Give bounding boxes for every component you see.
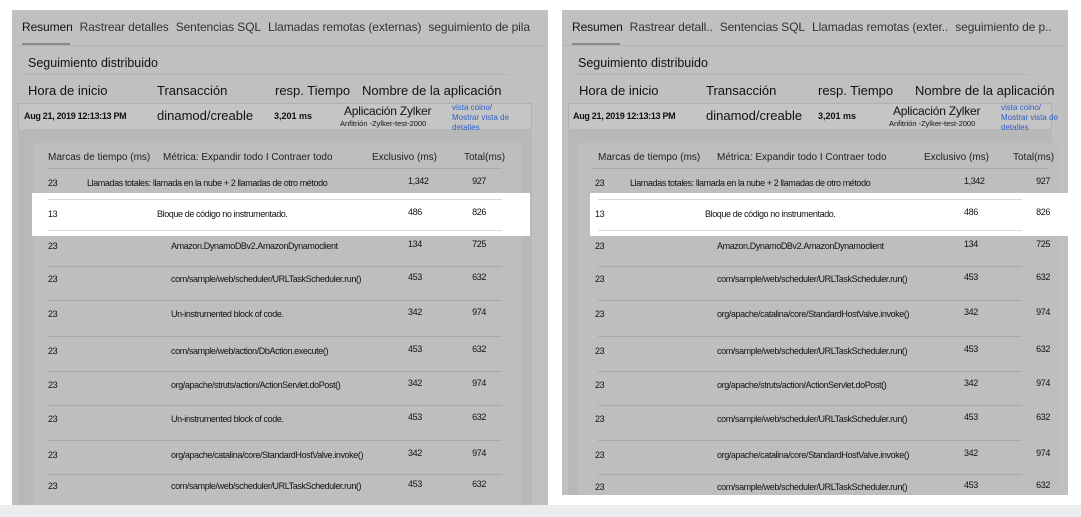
- header-response-time: resp. Tiempo: [818, 83, 894, 98]
- row-divider: [598, 300, 1022, 301]
- tab-sentencias-sql[interactable]: Sentencias SQL: [175, 20, 262, 34]
- metric-row-4-total: 632: [1036, 344, 1050, 354]
- section-divider: [24, 74, 508, 75]
- tab-rastrear-detalles[interactable]: Rastrear detalles: [79, 20, 169, 34]
- metric-row-5-exclusive: 342: [964, 378, 978, 388]
- transaction-name[interactable]: dinamod/creable: [157, 108, 254, 123]
- header-start-time: Hora de inicio: [28, 83, 108, 98]
- summary-row-timestamp: 23: [595, 178, 605, 188]
- table-header-divider: [592, 168, 1048, 169]
- metric-row-2-timestamp: 23: [595, 274, 605, 284]
- row-divider: [598, 474, 1022, 475]
- summary-row-timestamp: 23: [48, 178, 58, 188]
- bottom-strip: [0, 505, 1081, 517]
- row-divider: [48, 474, 502, 475]
- col-total: Total(ms): [1013, 152, 1055, 163]
- highlight-divider-top: [598, 199, 1022, 200]
- metric-row-8-exclusive: 453: [408, 479, 422, 489]
- metric-row-1-total: 725: [472, 239, 486, 249]
- metric-row-1-metric[interactable]: Amazon.DynamoDBv2.AmazonDynamoclient: [171, 241, 338, 251]
- metric-row-4-timestamp: 23: [595, 346, 605, 356]
- summary-row-exclusive: 1,342: [964, 176, 985, 186]
- row-divider: [598, 371, 1022, 372]
- metric-row-1-timestamp: 23: [595, 241, 605, 251]
- header-transaction: Transacción: [706, 83, 777, 98]
- col-exclusive: Exclusivo (ms): [924, 152, 990, 163]
- metric-row-8-timestamp: 23: [595, 482, 605, 492]
- tab-sentencias-sql[interactable]: Sentencias SQL: [719, 20, 806, 34]
- metric-row-4-timestamp: 23: [48, 346, 58, 356]
- metric-row-2-metric[interactable]: com/sample/web/scheduler/URLTaskScheduler.run(): [717, 274, 908, 284]
- transaction-start-time: Aug 21, 2019 12:13:13 PM: [24, 111, 127, 121]
- summary-row-total: 927: [472, 176, 486, 186]
- tab-rastrear-detalles[interactable]: Rastrear detall..: [629, 20, 713, 34]
- metric-row-2-total: 632: [1036, 272, 1050, 282]
- metric-row-1-exclusive: 134: [408, 239, 422, 249]
- metric-row-5-timestamp: 23: [595, 380, 605, 390]
- metric-row-4-total: 632: [472, 344, 486, 354]
- tab-seguimiento-de-pila[interactable]: seguimiento de pila: [428, 20, 530, 34]
- row-divider: [48, 371, 502, 372]
- metric-row-5-total: 974: [472, 378, 486, 388]
- metric-row-8-total: 632: [1036, 480, 1050, 490]
- transaction-start-time: Aug 21, 2019 12:13:13 PM: [573, 111, 676, 121]
- active-tab-indicator: [22, 43, 70, 45]
- metric-row-7-total: 974: [472, 448, 486, 458]
- metric-row-6-timestamp: 23: [595, 414, 605, 424]
- tabs-divider: [12, 45, 548, 46]
- summary-row-metric[interactable]: Llamadas totales: llamada en la nube + 2 llamadas de otro método: [630, 178, 871, 188]
- application-host: Anfitrión -Zylker-test-2000: [340, 119, 427, 128]
- summary-row-exclusive: 1,342: [408, 176, 429, 186]
- row-divider: [48, 405, 502, 406]
- highlight-divider-bottom: [598, 230, 1022, 231]
- col-metric[interactable]: Métrica: Expandir todo I Contraer todo: [717, 152, 887, 163]
- section-divider: [574, 74, 1028, 75]
- highlighted-row-exclusive: 486: [408, 207, 422, 217]
- tab-resumen[interactable]: Resumen: [22, 20, 73, 34]
- table-header-divider: [48, 168, 502, 169]
- header-response-time: resp. Tiempo: [275, 83, 351, 98]
- metric-row-7-exclusive: 342: [964, 448, 978, 458]
- transaction-name[interactable]: dinamod/creable: [706, 108, 803, 123]
- metric-row-7-timestamp: 23: [48, 450, 58, 460]
- metric-row-2-metric[interactable]: com/sample/web/scheduler/URLTaskScheduler.run(): [171, 274, 362, 284]
- trace-panel-left: [12, 10, 548, 505]
- metric-row-1-exclusive: 134: [964, 239, 978, 249]
- metric-row-8-metric[interactable]: com/sample/web/scheduler/URLTaskScheduler.run(): [717, 482, 908, 492]
- metric-row-5-metric[interactable]: org/apache/struts/action/ActionServlet.doPost(): [717, 380, 887, 390]
- view-details-link[interactable]: vista coino/ Mostrar vista de detalles: [452, 103, 509, 132]
- transaction-response-time: 3,201 ms: [818, 111, 857, 121]
- col-metric[interactable]: Métrica: Expandir todo I Contraer todo: [163, 152, 333, 163]
- metric-row-3-exclusive: 342: [964, 307, 978, 317]
- tab-llamadas-remotas[interactable]: Llamadas remotas (exter..: [812, 20, 949, 34]
- row-divider: [598, 440, 1022, 441]
- metric-row-6-timestamp: 23: [48, 414, 58, 424]
- metric-row-7-timestamp: 23: [595, 450, 605, 460]
- metric-row-6-exclusive: 453: [964, 412, 978, 422]
- metric-row-6-total: 632: [472, 412, 486, 422]
- col-exclusive: Exclusivo (ms): [372, 152, 438, 163]
- header-start-time: Hora de inicio: [579, 83, 659, 98]
- metric-row-7-metric[interactable]: org/apache/catalina/core/StandardHostValve.invoke(): [717, 450, 910, 460]
- metric-row-8-metric[interactable]: com/sample/web/scheduler/URLTaskScheduler.run(): [171, 481, 362, 491]
- metric-row-1-metric[interactable]: Amazon.DynamoDBv2.AmazonDynamoclient: [717, 241, 884, 251]
- metric-row-1-timestamp: 23: [48, 241, 58, 251]
- header-transaction: Transacción: [157, 83, 228, 98]
- metric-row-6-exclusive: 453: [408, 412, 422, 422]
- application-name: Aplicación Zylker: [344, 104, 432, 118]
- metric-row-3-total: 974: [472, 307, 486, 317]
- metric-row-5-total: 974: [1036, 378, 1050, 388]
- metric-row-2-exclusive: 453: [964, 272, 978, 282]
- highlight-divider-top: [48, 199, 502, 200]
- metric-row-8-exclusive: 453: [964, 480, 978, 490]
- header-app-name: Nombre de la aplicación: [915, 83, 1055, 98]
- highlighted-row-timestamp: 13: [48, 209, 58, 219]
- metric-row-4-metric[interactable]: com/sample/web/action/DbAction.execute(): [171, 346, 329, 356]
- metric-row-1-total: 725: [1036, 239, 1050, 249]
- metric-row-8-total: 632: [472, 479, 486, 489]
- col-timestamps: Marcas de tiempo (ms): [598, 152, 701, 163]
- summary-row-metric[interactable]: Llamadas totales: llamada en la nube + 2 llamadas de otro método: [87, 178, 328, 188]
- metric-row-3-timestamp: 23: [595, 309, 605, 319]
- trace-panel-right: [562, 10, 1068, 495]
- col-timestamps: Marcas de tiempo (ms): [48, 152, 151, 163]
- metric-row-3-total: 974: [1036, 307, 1050, 317]
- highlighted-row-total: 826: [472, 207, 486, 217]
- section-title: Seguimiento distribuido: [28, 56, 158, 70]
- highlighted-row-exclusive: 486: [964, 207, 978, 217]
- active-tab-indicator: [572, 43, 620, 45]
- metric-row-4-exclusive: 453: [408, 344, 422, 354]
- row-divider: [598, 405, 1022, 406]
- col-total: Total(ms): [464, 152, 506, 163]
- row-divider: [48, 440, 502, 441]
- header-app-name: Nombre de la aplicación: [362, 83, 502, 98]
- row-divider: [48, 300, 502, 301]
- view-details-link[interactable]: vista coino/ Mostrar vista de detalles: [1001, 103, 1058, 132]
- metric-row-3-metric[interactable]: org/apache/catalina/core/StandardHostValve.invoke(): [717, 309, 910, 319]
- tab-bar: [572, 20, 1068, 34]
- highlighted-row-total: 826: [1036, 207, 1050, 217]
- tab-resumen[interactable]: Resumen: [572, 20, 623, 34]
- metric-row-3-exclusive: 342: [408, 307, 422, 317]
- metric-row-4-metric[interactable]: com/sample/web/scheduler/URLTaskScheduler.run(): [717, 346, 908, 356]
- highlighted-row-metric[interactable]: Bloque de código no instrumentado.: [705, 209, 836, 219]
- metric-row-7-total: 974: [1036, 448, 1050, 458]
- transaction-response-time: 3,201 ms: [274, 111, 313, 121]
- tab-seguimiento-de-pila[interactable]: seguimiento de p..: [955, 20, 1052, 34]
- summary-row-total: 927: [1036, 176, 1050, 186]
- metric-row-2-timestamp: 23: [48, 274, 58, 284]
- row-divider: [48, 266, 502, 267]
- tabs-divider: [562, 45, 1068, 46]
- metric-row-8-timestamp: 23: [48, 481, 58, 491]
- metric-row-7-exclusive: 342: [408, 448, 422, 458]
- metric-row-5-timestamp: 23: [48, 380, 58, 390]
- metric-row-2-exclusive: 453: [408, 272, 422, 282]
- metric-row-4-exclusive: 453: [964, 344, 978, 354]
- highlight-divider-bottom: [48, 230, 502, 231]
- metric-row-7-metric[interactable]: org/apache/catalina/core/StandardHostValve.invoke(): [171, 450, 364, 460]
- metric-row-5-exclusive: 342: [408, 378, 422, 388]
- metric-row-3-metric[interactable]: Un-instrumented block of code.: [171, 309, 284, 319]
- section-title: Seguimiento distribuido: [578, 56, 708, 70]
- metric-row-6-metric[interactable]: Un-instrumented block of code.: [171, 414, 284, 424]
- metric-row-6-total: 632: [1036, 412, 1050, 422]
- row-divider: [598, 336, 1022, 337]
- metric-row-5-metric[interactable]: org/apache/struts/action/ActionServlet.doPost(): [171, 380, 341, 390]
- application-host: Anfitrión -Zylker-test-2000: [889, 119, 976, 128]
- row-divider: [48, 336, 502, 337]
- metric-row-2-total: 632: [472, 272, 486, 282]
- metric-row-3-timestamp: 23: [48, 309, 58, 319]
- application-name: Aplicación Zylker: [893, 104, 981, 118]
- metric-row-6-metric[interactable]: com/sample/web/scheduler/URLTaskScheduler.run(): [717, 414, 908, 424]
- tab-llamadas-remotas[interactable]: Llamadas remotas (externas): [268, 20, 422, 34]
- highlighted-row-metric[interactable]: Bloque de código no instrumentado.: [157, 209, 288, 219]
- row-divider: [598, 266, 1022, 267]
- tab-bar: [22, 20, 548, 34]
- highlighted-row-timestamp: 13: [595, 209, 605, 219]
